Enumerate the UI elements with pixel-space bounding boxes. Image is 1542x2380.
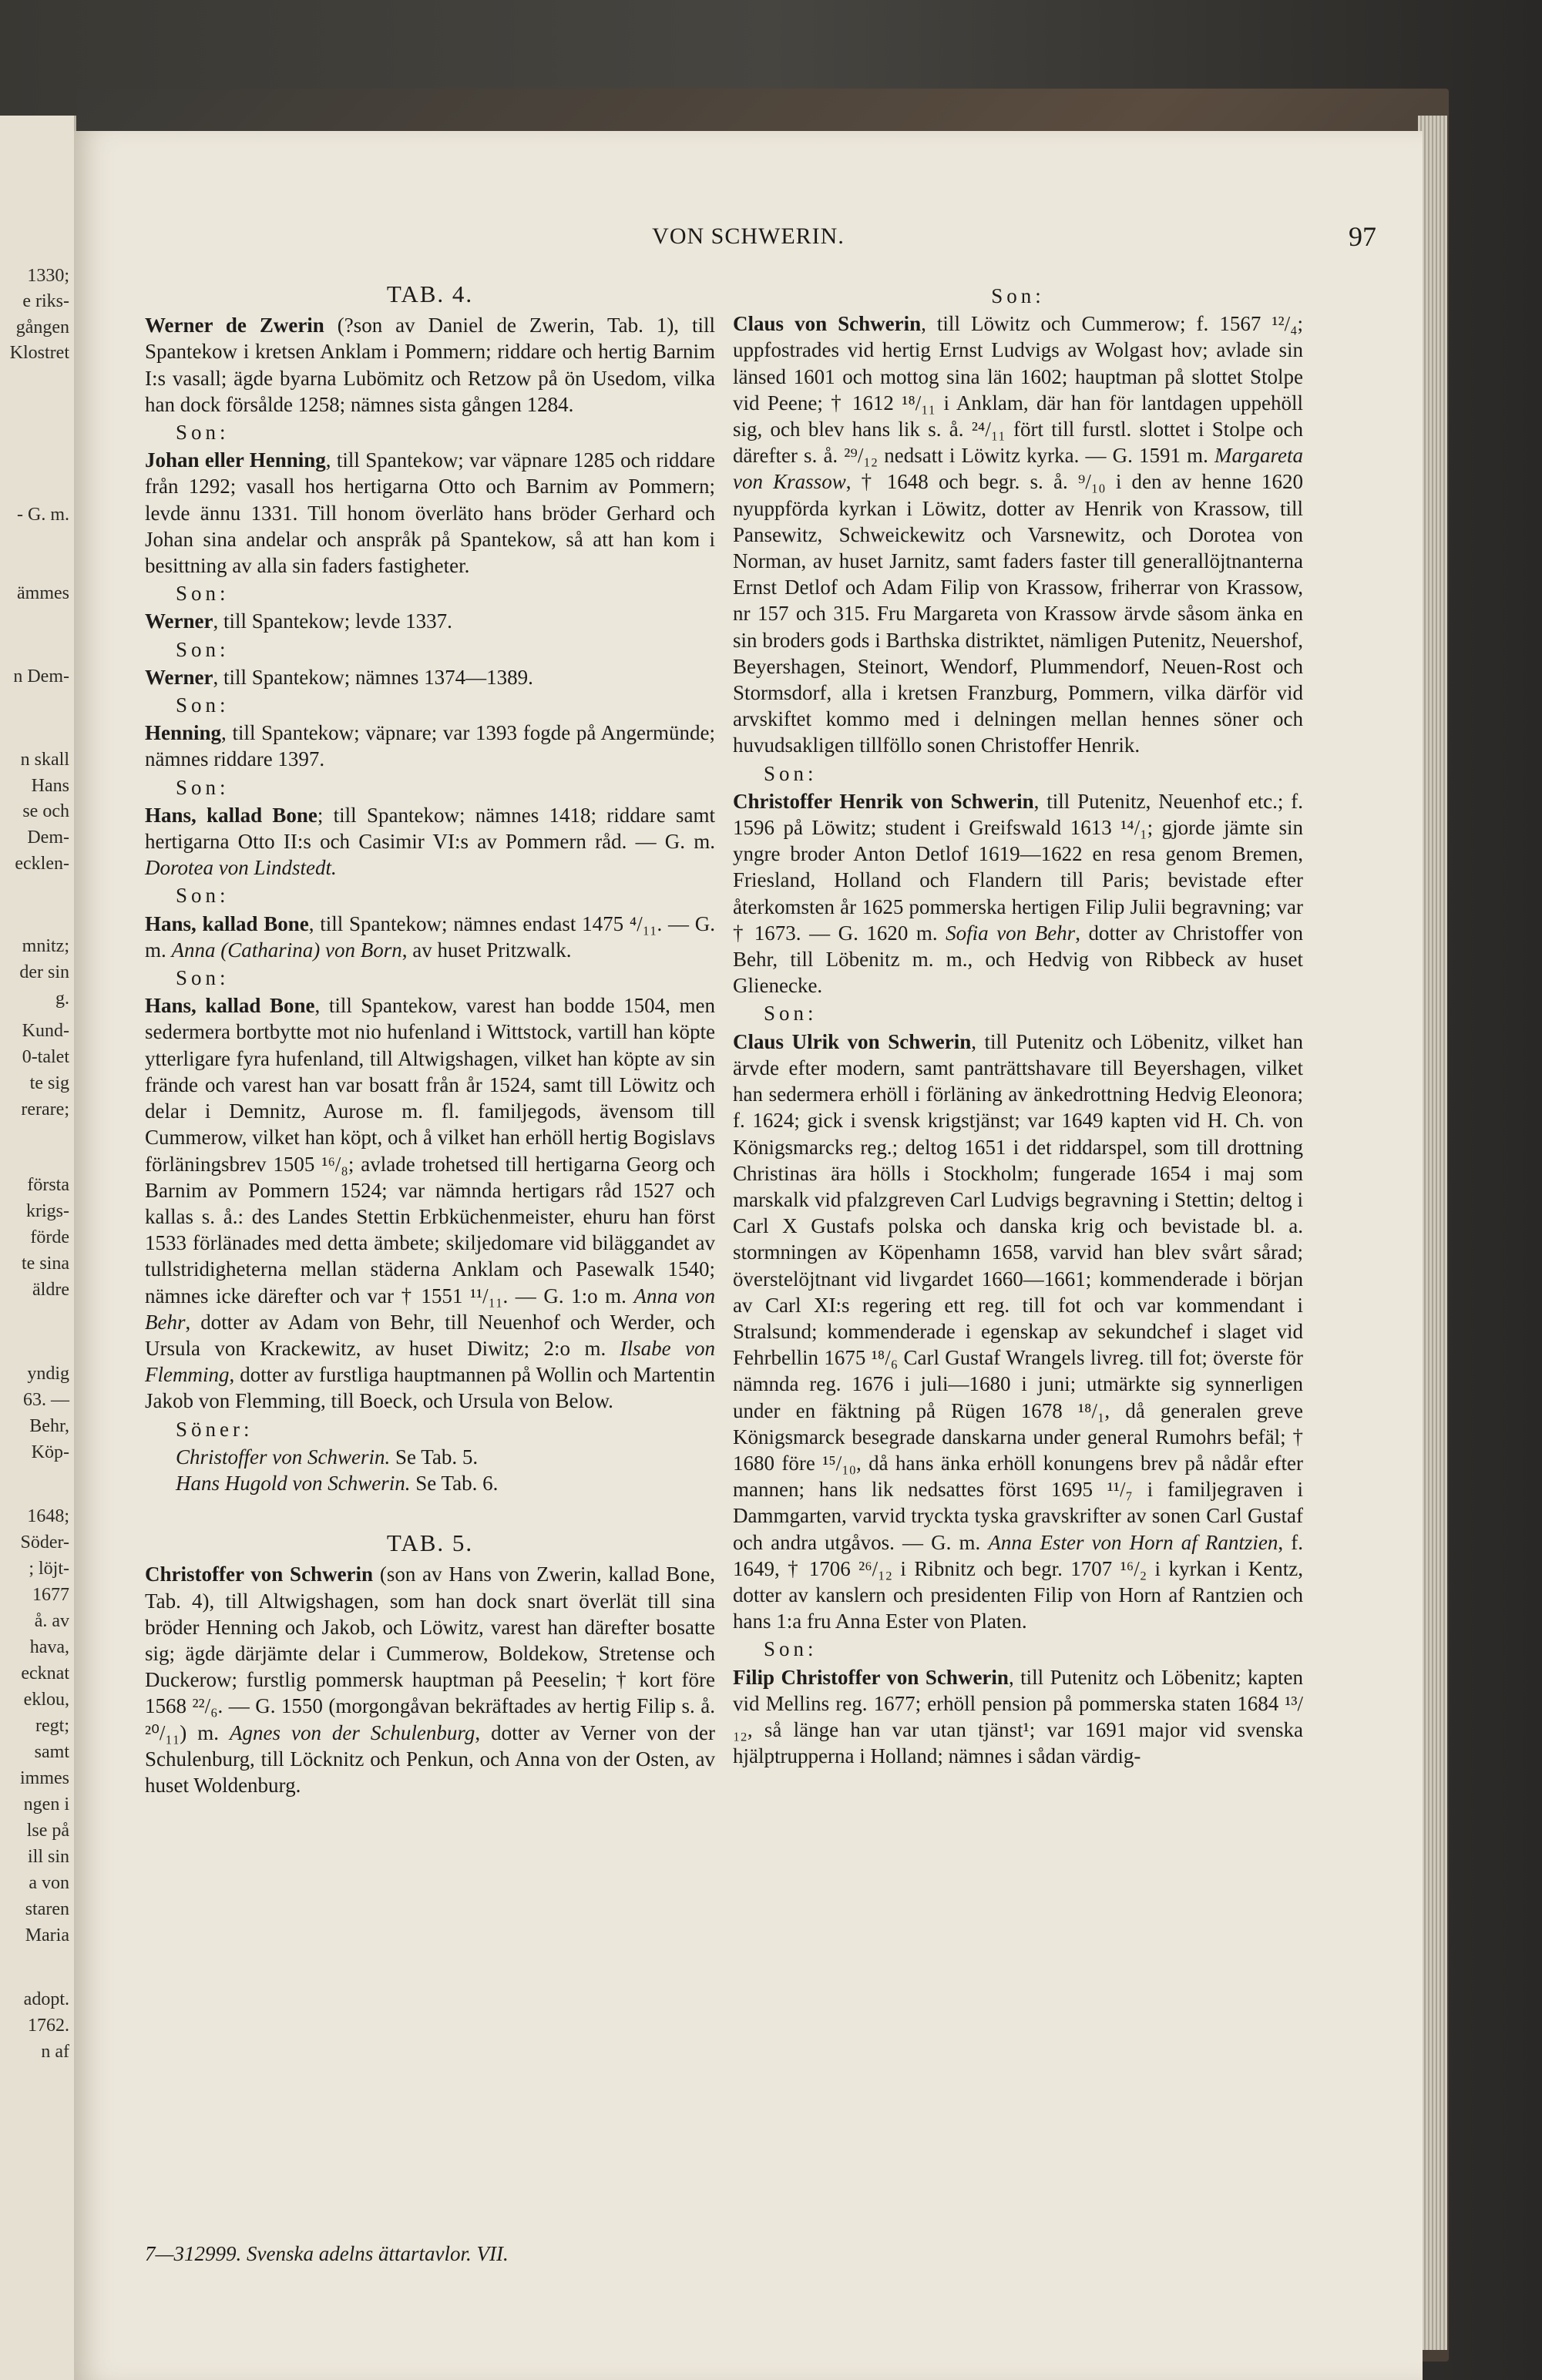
margin-fragment: - G. m. — [17, 505, 69, 525]
margin-fragment: Maria — [25, 1925, 69, 1945]
soner-label: Söner: — [176, 1417, 254, 1441]
son-label: Son: — [176, 966, 230, 990]
entry-name: Hans, kallad Bone — [145, 803, 317, 827]
entry-text: , till Putenitz och Löbenitz; kapten vid Mellins reg. 1677; erhöll pension på pommerska staten 1684 ¹³/₁₂, så länge han var utan tjänst¹; var 1691 major vid svenska hjälptrupperna i Holland; nämnes i sådan värdig- — [733, 1665, 1303, 1768]
entry-werner-de-zwerin — [145, 312, 715, 418]
entry-werner-1337 — [145, 608, 715, 634]
entry-christoffer — [145, 1561, 715, 1798]
margin-fragment: yndig — [27, 1364, 69, 1384]
margin-fragment: Behr, — [29, 1416, 69, 1436]
entry-johan-henning — [145, 447, 715, 579]
margin-fragment: samt — [34, 1742, 69, 1762]
margin-fragment: eklou, — [23, 1690, 69, 1710]
entry-text: , till Spantekow, varest han bodde 1504, men sedermera bortbytte mot nio hufenland i Wittstock, vartill han köpte ytterligare fyra hufenland, till Altwigshagen, vilket han köpte av sin frände och varest han var bosatt från år 1524, samt till Löwitz och delar i Demnitz, Aurose m. fl. familjegods, ävensom till Cummerow, vilket han köpt, och å vilket han erhöll hertig Bogislavs förläningsbrev 1505 ¹⁶/₈; avlade trohetsed till hertigarna Georg och Barnim av Pommern 1524; var nämnda hertigars råd 1527 och kallas s. å.: des Landes Stettin Erbküchenmeister, ehuru han först 1533 förlänades med detta ämbete; skiljedomare vid biläggandet av tullstridigheterna mellan städerna Anklam och Pasewalk 1540; nämnes icke därefter och var † 1551 ¹¹/₁₁. — G. 1:o m. — [145, 994, 715, 1307]
entry-text-tail: , dotter av Verner von der Schulenburg, till Löcknitz och Penkun, och Anna von der Osten, av huset Woldenburg. — [145, 1720, 715, 1797]
child-reference — [145, 1470, 715, 1496]
margin-fragment: första — [27, 1175, 69, 1195]
entry-text: , till Spantekow; levde 1337. — [213, 609, 452, 633]
entry-name: Hans, kallad Bone — [145, 994, 315, 1018]
book-page — [74, 131, 1423, 2380]
margin-fragment: Köp- — [31, 1442, 69, 1462]
entry-claus — [733, 311, 1303, 758]
entry-text: , dotter av Adam von Behr, till Neuenhof och Werder, och Ursula von Krackewitz, av huset Diwitz; 2:o m. — [145, 1310, 715, 1360]
margin-fragment: äldre — [32, 1280, 69, 1300]
margin-fragment: krigs- — [26, 1201, 69, 1221]
entry-name: Filip Christoffer von Schwerin — [733, 1665, 1009, 1689]
entry-text: (son av Hans von Zwerin, kallad Bone, Tab. 4), till Altwigshagen, som han dock snart överlät till sina bröder Henning och Jakob, och Löwitz, varest han därefter bosatte sig; ägde därjämte delar i Cummerow, Boldekow, Stretense och Duckerow; furstlig pommersk hauptman på Peeselin; † kort före 1568 ²²/₆. — G. 1550 (morgongåvan bekräftades av hertig Filip s. å. ²⁰/₁₁) m. — [145, 1563, 715, 1744]
entry-hans-bone-1475 — [145, 911, 715, 963]
entry-text-tail: , av huset Pritzwalk. — [401, 938, 572, 962]
son-label: Son: — [176, 775, 230, 799]
tab-5-heading: TAB. 5. — [386, 1529, 474, 1557]
son-label: Son: — [176, 582, 230, 606]
running-title: VON SCHWERIN. — [652, 223, 845, 249]
margin-fragment: n skall — [20, 750, 69, 770]
printer-signature: 7—312999. Svenska adelns ättartavlor. VII. — [145, 2242, 509, 2265]
son-label: Son: — [764, 1002, 818, 1026]
entry-name: Christoffer von Schwerin — [145, 1563, 374, 1586]
son-label: Son: — [176, 421, 230, 445]
margin-fragment: rerare; — [21, 1099, 69, 1120]
margin-fragment: ämmes — [17, 583, 69, 603]
entry-text: , † 1648 och begr. s. å. ⁹/₁₀ i den av henne 1620 nyuppförda kyrkan i Löwitz, dotter av Henrik von Krassow, till Pansewitz, Schweickewitz och Varsnewitz, och Dorotea von Norman, av huset Jarnitz, samt faders faster till generallöjtnanterna Ernst Detlof och Adam Filip von Krassow, friherrar von Krassow, nr 157 och 315. Fru Margareta von Krassow ärvde såsom änka en sin broders gods i Barthska distriktet, nämligen Putenitz, Neuershof, Beyershagen, Steinort, Wendorf, Plummendorf, Neuen-Rost och Stormsdorf, alla i kretsen Franzburg, Pommern, vilka därför vid arvskiftet kommo med i delningen mellan hennes söner och huvudsakligen tillföllo sonen Christoffer Henrik. — [733, 470, 1304, 757]
margin-fragment: e riks- — [22, 291, 69, 311]
margin-fragment: te sig — [29, 1073, 69, 1093]
entry-hans-bone-1418 — [145, 802, 715, 881]
child-ref: Se Tab. 5. — [390, 1445, 479, 1469]
entry-name: Claus Ulrik von Schwerin — [733, 1029, 972, 1053]
margin-fragment: te sina — [22, 1254, 69, 1274]
entry-wife: Anna Ester von Horn af Rantzien — [988, 1530, 1278, 1554]
margin-fragment: Söder- — [20, 1532, 69, 1553]
margin-fragment: mnitz; — [22, 936, 69, 956]
entry-wife: Ilsabe von Flemming — [145, 1336, 715, 1387]
margin-fragment: a von — [29, 1873, 69, 1893]
right-column — [733, 281, 1303, 1769]
margin-fragment: staren — [25, 1899, 69, 1919]
margin-fragment: 1648; — [27, 1506, 69, 1526]
entry-christoffer-henrik — [733, 788, 1303, 999]
entry-text: , f. 1649, † 1706 ²⁶/₁₂ i Ribnitz och begr. 1707 ¹⁶/₂ i kyrkan i Kentz, dotter av kanslern och presidenten Filip von Horn af Rantzien och hans 1:a fru Anna Ester von Platen. — [733, 1530, 1303, 1633]
entry-werner-1374 — [145, 664, 715, 690]
margin-fragment: ngen i — [23, 1794, 69, 1814]
tab-4-heading: TAB. 4. — [386, 280, 474, 307]
margin-fragment: n Dem- — [13, 666, 69, 686]
margin-fragment: Klostret — [9, 343, 69, 363]
son-label: Son: — [764, 761, 818, 785]
child-reference — [145, 1444, 715, 1470]
margin-fragment: der sin — [19, 962, 69, 982]
margin-fragment: Hans — [31, 776, 69, 796]
page-header — [74, 223, 1423, 262]
son-label: Son: — [991, 284, 1045, 307]
margin-fragment: å. av — [34, 1611, 69, 1631]
entry-wife: Sofia von Behr — [946, 921, 1076, 945]
margin-fragment: 1330; — [27, 266, 69, 286]
child-name: Hans Hugold von Schwerin. — [176, 1471, 411, 1495]
margin-fragment: se och — [22, 801, 69, 821]
entry-henning — [145, 720, 715, 772]
entry-text: , dotter av furstliga hauptmannen på Wollin och Martentin Jakob von Flemming, till Boeck, och Ursula von Below. — [145, 1363, 715, 1413]
entry-name: Henning — [145, 721, 222, 745]
margin-fragment: gången — [15, 317, 69, 337]
page-number: 97 — [1349, 221, 1376, 252]
son-label: Son: — [764, 1637, 818, 1661]
entry-wife: Anna (Catharina) von Born — [171, 938, 402, 962]
entry-name: Hans, kallad Bone — [145, 911, 309, 935]
son-label: Son: — [176, 637, 230, 661]
entry-text: , till Spantekow; väpnare; var 1393 fogde på Angermünde; nämnes riddare 1397. — [145, 721, 715, 771]
margin-fragment: hava, — [29, 1637, 69, 1657]
entry-name: Werner de Zwerin — [145, 314, 324, 337]
margin-fragment: 1677 — [32, 1585, 69, 1605]
margin-fragment: ecklen- — [15, 854, 69, 874]
entry-text: , till Spantekow; var väpnare 1285 och riddare från 1292; vasall hos hertigarna Otto och Barnim av Pommern; levde ännu 1331. Till honom överläto hans bröder Gerhard och Johan sina andelar och anspråk på Spantekow, så att han kom i besittning av alla sin faders fastigheter. — [145, 448, 715, 578]
entry-name: Christoffer Henrik von Schwerin — [733, 789, 1034, 813]
entry-text-tail: , dotter av Christoffer von Behr, till Löbenitz m. m., och Hedvig von Ribbeck av huset Glienecke. — [733, 921, 1303, 998]
son-label: Son: — [176, 693, 230, 717]
entry-text: , till Putenitz, Neuenhof etc.; f. 1596 på Löwitz; student i Greifswald 1613 ¹⁴/₁; gjorde jämte sin yngre broder Anton Detlof 1619—1622 en resa genom Bremen, Friesland, Holland och Flandern till Paris; bevistade efter återkomsten år 1625 pommerska hertigen Filip Julii begravning; var † 1673. — G. 1620 m. — [733, 789, 1303, 945]
entry-text: ; till Spantekow; nämnes 1418; riddare samt hertigarna Otto II:s och Casimir VI:s av Pommern råd. — G. m. — [145, 803, 715, 854]
margin-fragment: lse på — [26, 1821, 69, 1841]
entry-text: , till Putenitz och Löbenitz, vilket han ärvde efter modern, samt panträttshavare till Beyershagen, vilket han sedermera erhöll i förläning av änkedrottning Hedvig Eleonora; f. 1624; gick i svensk krigstjänst; var 1649 kapten vid H. Ch. von Königsmarcks reg.; deltog 1651 i det riddarspel, som till drottning Christinas ära hölls i Stockholm; fungerade 1654 i maj som marskalk vid pfalzgreven Carl Ludvigs begravning i Stettin; deltog i Carl X Gustafs polska och danska krig och bevistade bl. a. stormningen av Köpenhamn 1658, varvid han blev svårt sårad; överstelöjtnant vid livgardet 1660—1661; kommenderade i början av Carl XI:s regering ett reg. till fot och var kommendant i Stralsund; kommenderade i egenskap av sekundchef i slaget vid Fehrbellin 1675 ¹⁸/₆ Carl Gustaf Wrangels livreg. till fot; överste för nämnda reg. 1676 i juli—1680 i juni; utmärkte sig synnerligen under en fäktning på Rügen 1678 ¹⁸/₁, då generalen greve Königsmarck besegrade danskarna under general Rumohrs befäl; † 1680 före ¹⁵/₁₀, då hans änka erhöll konungens brev på nådår efter mannen; hans lik nedsattes först 1695 ¹¹/₇ i familjegraven i Dammgarten, varvid tryckta tyska gravskrifter av sonen Carl Gustaf och andra utgåvos. — G. m. — [733, 1029, 1303, 1554]
entry-text: , till Spantekow; nämnes 1374—1389. — [213, 665, 533, 689]
son-label: Son: — [176, 884, 230, 908]
margin-fragment: Kund- — [22, 1021, 69, 1041]
child-ref: Se Tab. 6. — [410, 1471, 499, 1495]
margin-fragment: immes — [20, 1768, 69, 1788]
entry-text: (?son av Daniel de Zwerin, Tab. 1), till Spantekow i kretsen Anklam i Pommern; riddare och hertig Barnim I:s vasall; ägde byarna Lubömitz och Retzow på ön Usedom, vilka han dock försålde 1258; nämnes sista gången 1284. — [145, 314, 715, 416]
entry-name: Werner — [145, 665, 213, 689]
left-column — [145, 281, 715, 1798]
margin-fragment: ; löjt- — [29, 1559, 69, 1579]
margin-fragment: g. — [55, 989, 69, 1009]
margin-fragment: ill sin — [27, 1847, 69, 1867]
entry-hans-bone-1504 — [145, 992, 715, 1414]
entry-text: , till Spantekow; nämnes endast 1475 ⁴/₁₁. — G. m. — [145, 911, 716, 962]
entry-name: Johan eller Henning — [145, 448, 326, 472]
margin-fragment: regt; — [35, 1716, 69, 1736]
margin-fragment: Dem- — [27, 827, 69, 848]
child-name: Christoffer von Schwerin. — [176, 1445, 391, 1469]
entry-name: Werner — [145, 609, 213, 633]
margin-fragment: förde — [30, 1227, 69, 1247]
entry-claus-ulrik — [733, 1029, 1303, 1635]
margin-fragment: adopt. — [23, 1989, 69, 2009]
entry-name: Claus von Schwerin — [733, 312, 922, 336]
margin-fragment: 63. — — [23, 1390, 69, 1410]
entry-wife: Dorotea von Lindstedt. — [145, 856, 337, 880]
margin-fragment: 0-talet — [22, 1047, 69, 1067]
margin-fragment: ecknat — [21, 1663, 69, 1683]
margin-fragment: 1762. — [28, 2016, 69, 2036]
entry-wife: Agnes von der Schulenburg — [229, 1720, 475, 1744]
entry-text: , till Löwitz och Cummerow; f. 1567 ¹²/₄; uppfostrades vid hertig Ernst Ludvigs av Wolgast hov; avlade sin länsed 1601 och mottog sina län 1602; hauptman på slottet Stolpe vid Peene; † 1612 ¹⁸/₁₁ i Anklam, där han för lantdagen uppehöll sig, och blev hans lik s. å. ²⁴/₁₁ fört till furstl. slottet i Stolpe och därefter s. å. ²⁹/₁₂ nedsatt i Löwitz kyrka. — G. 1591 m. — [733, 312, 1303, 468]
entry-wife: Anna von Behr — [145, 1284, 715, 1334]
previous-page-strip — [0, 116, 76, 2380]
margin-fragment: n af — [41, 2042, 69, 2062]
entry-filip-christoffer — [733, 1664, 1303, 1770]
entry-wife: Margareta von Krassow — [733, 444, 1303, 494]
